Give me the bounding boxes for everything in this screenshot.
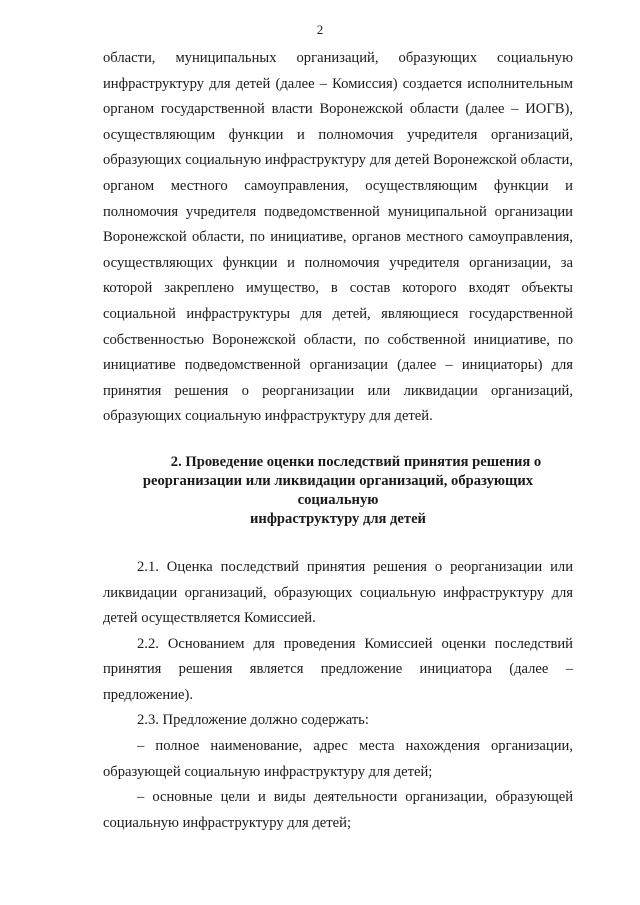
intro-paragraph: области, муниципальных организаций, образующих социальную инфраструктуру для детей (далее – Комиссия) создается исполнительным органом государственной власти Воронежской области (далее – ИОГВ), осуществляющим функции и полномочия учредителя организаций, образующих социальную инфраструктуру для детей Воронежской области, органом местного самоуправления, осуществляющим функции и полномочия учредителя подведомственной муниципальной организации Воронежской области, по инициативе, органов местного самоуправления, осуществляющих функции и полномочия учредителя организации, за которой закреплено имущество, в состав которого входят объекты социальной инфраструктуры для детей, являющиеся государственной собственностью Воронежской области, по собственной инициативе, по инициативе подведомственной организации (далее – инициаторы) для принятия решения о реорганизации или ликвидации организаций, образующих социальную инфраструктуру для детей. bbox=[103, 50, 573, 425]
list-item-organization-goals: – основные цели и виды деятельности организации, образующей социальную инфраструктуру для детей; bbox=[103, 789, 573, 831]
section-heading-line-1: 2. Проведение оценки последствий принятия решения о bbox=[170, 453, 542, 470]
paragraph-2-2: 2.2. Основанием для проведения Комиссией оценки последствий принятия решения является предложение инициатора (далее – предложение). bbox=[103, 635, 573, 703]
section-heading bbox=[103, 453, 573, 529]
paragraph-2-1: 2.1. Оценка последствий принятия решения о реорганизации или ликвидации организаций, образующих социальную инфраструктуру для детей осуществляется Комиссией. bbox=[103, 558, 573, 627]
section-heading-line-2: реорганизации или ликвидации организаций, образующих социальную bbox=[142, 472, 534, 508]
section-heading-line-3: инфраструктуру для детей bbox=[250, 510, 426, 527]
paragraph-2-3: 2.3. Предложение должно содержать: bbox=[137, 712, 369, 729]
page-number: 2 bbox=[316, 22, 324, 37]
list-item-organization-name: – полное наименование, адрес места нахождения организации, образующей социальную инфраструктуру для детей; bbox=[103, 738, 573, 780]
document-body bbox=[103, 46, 573, 836]
